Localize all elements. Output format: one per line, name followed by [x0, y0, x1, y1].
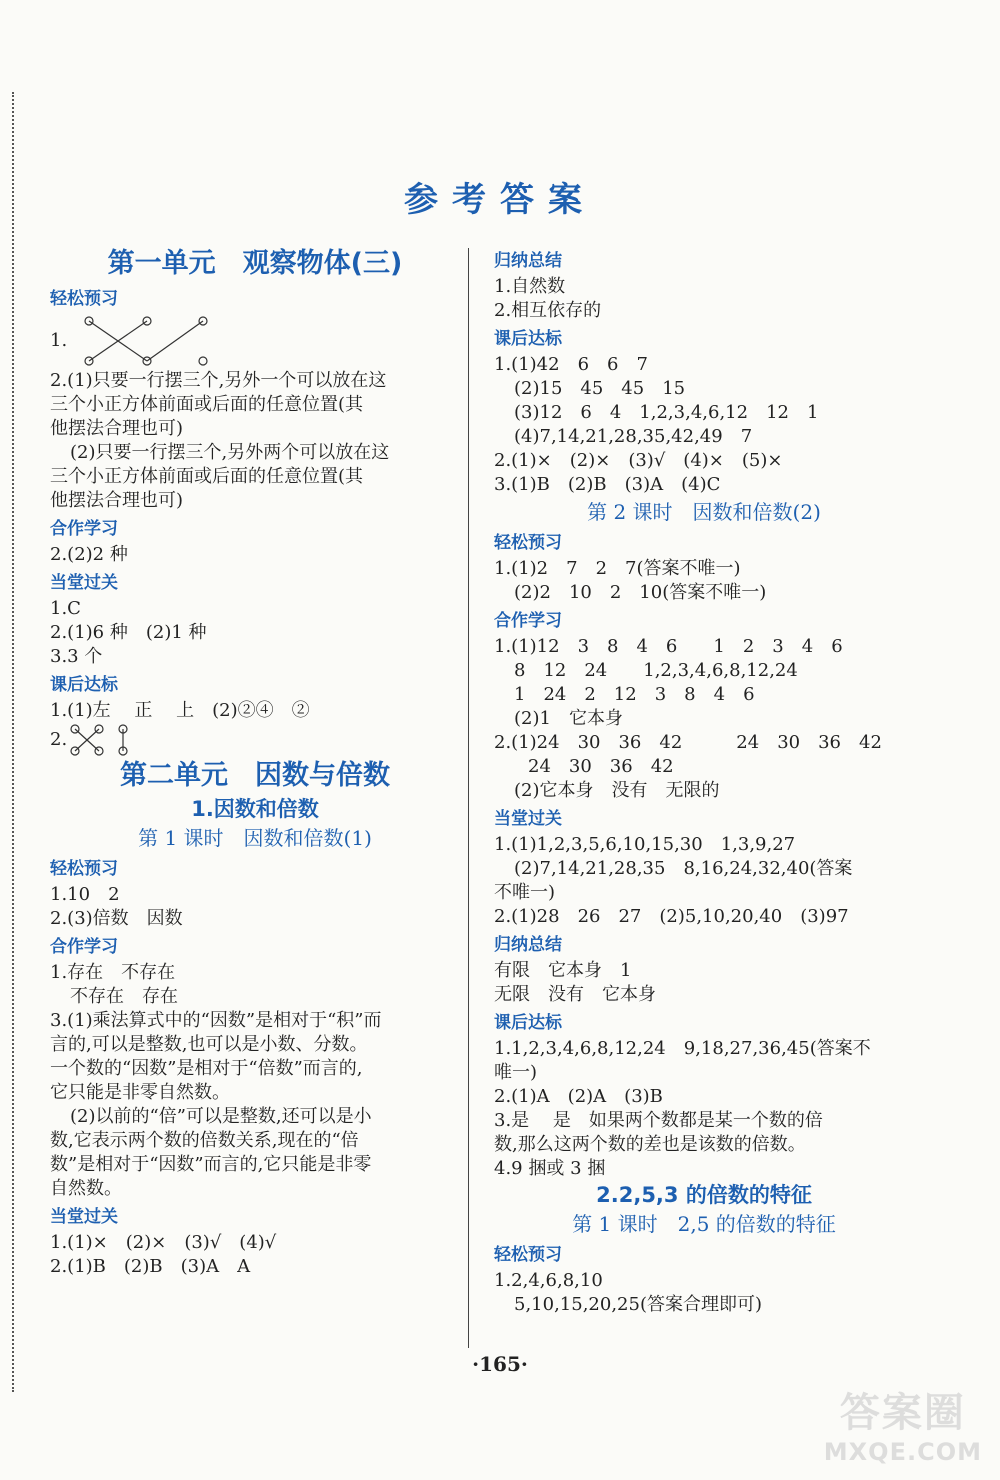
answer-line: 1.1,2,3,4,6,8,12,24 9,18,27,36,45(答案不 [494, 1038, 871, 1059]
lesson-title: 第 1 课时 2,5 的倍数的特征 [572, 1212, 836, 1236]
answer-line: 8 12 24 1,2,3,4,6,8,12,24 [514, 660, 798, 681]
answer-line: 它只能是非零自然数。 [50, 1082, 230, 1103]
answer-line: 1.(1)2 7 2 7(答案不唯一) [494, 558, 741, 579]
answer-line: 言的,可以是整数,也可以是小数、分数。 [50, 1034, 368, 1055]
section-heading: 当堂过关 [50, 573, 118, 593]
answer-line: 1.存在 不存在 [50, 962, 176, 983]
section-heading: 轻松预习 [494, 1245, 562, 1265]
section-heading: 当堂过关 [494, 809, 562, 829]
answer-line: 数,它表示两个数的倍数关系,现在的“倍 [50, 1130, 359, 1151]
answer-line: 1.(1)左 正 上 (2)②④ ② [50, 700, 310, 721]
section-heading: 轻松预习 [50, 289, 118, 309]
cross-figure-row [50, 723, 460, 757]
answer-line: (2)15 45 45 15 [514, 378, 686, 399]
right-column [494, 245, 914, 1317]
section-heading: 课后达标 [50, 675, 118, 695]
answer-line: 2.(1)6 种 (2)1 种 [50, 622, 207, 643]
unit-2-title: 第二单元 因数与倍数 [120, 760, 390, 791]
answer-line: 2.(2)2 种 [50, 544, 128, 565]
answer-line: (3)12 6 4 1,2,3,4,6,12 12 1 [514, 402, 819, 423]
watermark-logo [824, 1381, 982, 1466]
answer-line: (2)以前的“倍”可以是整数,还可以是小 [70, 1106, 372, 1127]
answer-line: 自然数。 [50, 1178, 122, 1199]
answer-line: 不存在 存在 [70, 986, 178, 1007]
answer-line: 不唯一) [494, 882, 556, 903]
matching-lines-figure [67, 313, 217, 369]
answer-line: (4)7,14,21,28,35,42,49 7 [514, 426, 753, 447]
answer-line: 1.(1)× (2)× (3)√ (4)√ [50, 1232, 277, 1253]
answer-line: 2.(1)× (2)× (3)√ (4)× (5)× [494, 450, 783, 471]
answer-line: 1.C [50, 598, 81, 619]
answer-line: 数,那么这两个数的差也是该数的倍数。 [494, 1134, 806, 1155]
page-number: ·165· [472, 1352, 528, 1376]
answer-line: 唯一) [494, 1062, 538, 1083]
left-column [50, 245, 460, 1279]
answer-line: (2)7,14,21,28,35 8,16,24,32,40(答案 [514, 858, 853, 879]
answer-line: 3.(1)乘法算式中的“因数”是相对于“积”而 [50, 1010, 382, 1031]
section-heading: 合作学习 [50, 937, 118, 957]
answer-line: 无限 没有 它本身 [494, 984, 656, 1005]
answer-line: 1.10 2 [50, 884, 120, 905]
answer-line: 有限 它本身 1 [494, 960, 632, 981]
answer-line: 3.是 是 如果两个数都是某一个数的倍 [494, 1110, 823, 1131]
watermark-text: 答案圈 [839, 1390, 966, 1436]
answer-line: 5,10,15,20,25(答案合理即可) [514, 1294, 763, 1315]
section-heading: 课后达标 [494, 1013, 562, 1033]
answer-line: 数”是相对于“因数”而言的,它只能是非零 [50, 1154, 372, 1175]
answer-line: 3.(1)B (2)B (3)A (4)C [494, 474, 721, 495]
unit-1-title: 第一单元 观察物体(三) [107, 248, 403, 279]
answer-line: 2.(3)倍数 因数 [50, 908, 183, 929]
binding-edge [12, 92, 14, 1392]
answer-line: 1.自然数 [494, 276, 566, 297]
section-heading: 归纳总结 [494, 935, 562, 955]
answer-line: 1.2,4,6,8,10 [494, 1270, 603, 1291]
answer-line: 2.(1)24 30 36 42 24 30 36 42 [494, 732, 882, 753]
answer-line: 一个数的“因数”是相对于“倍数”而言的, [50, 1058, 363, 1079]
answer-line: 1. [50, 330, 68, 351]
unit-2-subtitle: 1.因数和倍数 [191, 797, 319, 821]
section-heading: 轻松预习 [50, 859, 118, 879]
answer-line: (2)1 它本身 [514, 708, 623, 729]
unit-2-subtitle-2: 2.2,5,3 的倍数的特征 [596, 1183, 812, 1207]
section-heading: 合作学习 [494, 611, 562, 631]
answer-line: 24 30 36 42 [528, 756, 674, 777]
lesson-title: 第 2 课时 因数和倍数(2) [587, 500, 821, 524]
answer-line: 2.(1)A (2)A (3)B [494, 1086, 663, 1107]
section-heading: 当堂过关 [50, 1207, 118, 1227]
answer-line: 他摆法合理也可) [50, 418, 184, 439]
answer-line: 2.(1)B (2)B (3)A A [50, 1256, 251, 1277]
page-title: 参考答案 [404, 180, 596, 220]
answer-line: 2. [50, 729, 68, 750]
answer-line: 2.(1)28 26 27 (2)5,10,20,40 (3)97 [494, 906, 849, 927]
section-heading: 课后达标 [494, 329, 562, 349]
lesson-title: 第 1 课时 因数和倍数(1) [138, 826, 372, 850]
answer-line: 2.(1)只要一行摆三个,另外一个可以放在这 [50, 370, 387, 391]
section-heading: 合作学习 [50, 519, 118, 539]
answer-line: 他摆法合理也可) [50, 490, 184, 511]
answer-line: 1 24 2 12 3 8 4 6 [514, 684, 755, 705]
watermark-url: MXQE.COM [823, 1438, 982, 1466]
answer-line: (2)2 10 2 10(答案不唯一) [514, 582, 767, 603]
section-heading: 轻松预习 [494, 533, 562, 553]
answer-line: 1.(1)42 6 6 7 [494, 354, 648, 375]
answer-line: (2)它本身 没有 无限的 [514, 780, 720, 801]
answer-line: 2.相互依存的 [494, 300, 602, 321]
answer-line: 三个小正方体前面或后面的任意位置(其 [50, 466, 364, 487]
cross-connection-figure [67, 723, 137, 757]
section-heading: 归纳总结 [494, 251, 562, 271]
column-divider [468, 248, 469, 1348]
answer-line: 3.3 个 [50, 646, 103, 667]
answer-line: 三个小正方体前面或后面的任意位置(其 [50, 394, 364, 415]
answer-line: 1.(1)12 3 8 4 6 1 2 3 4 6 [494, 636, 843, 657]
answer-line: (2)只要一行摆三个,另外两个可以放在这 [70, 442, 390, 463]
answer-line: 4.9 捆或 3 捆 [494, 1158, 606, 1179]
matching-figure-row [50, 313, 460, 369]
answer-line: 1.(1)1,2,3,5,6,10,15,30 1,3,9,27 [494, 834, 796, 855]
